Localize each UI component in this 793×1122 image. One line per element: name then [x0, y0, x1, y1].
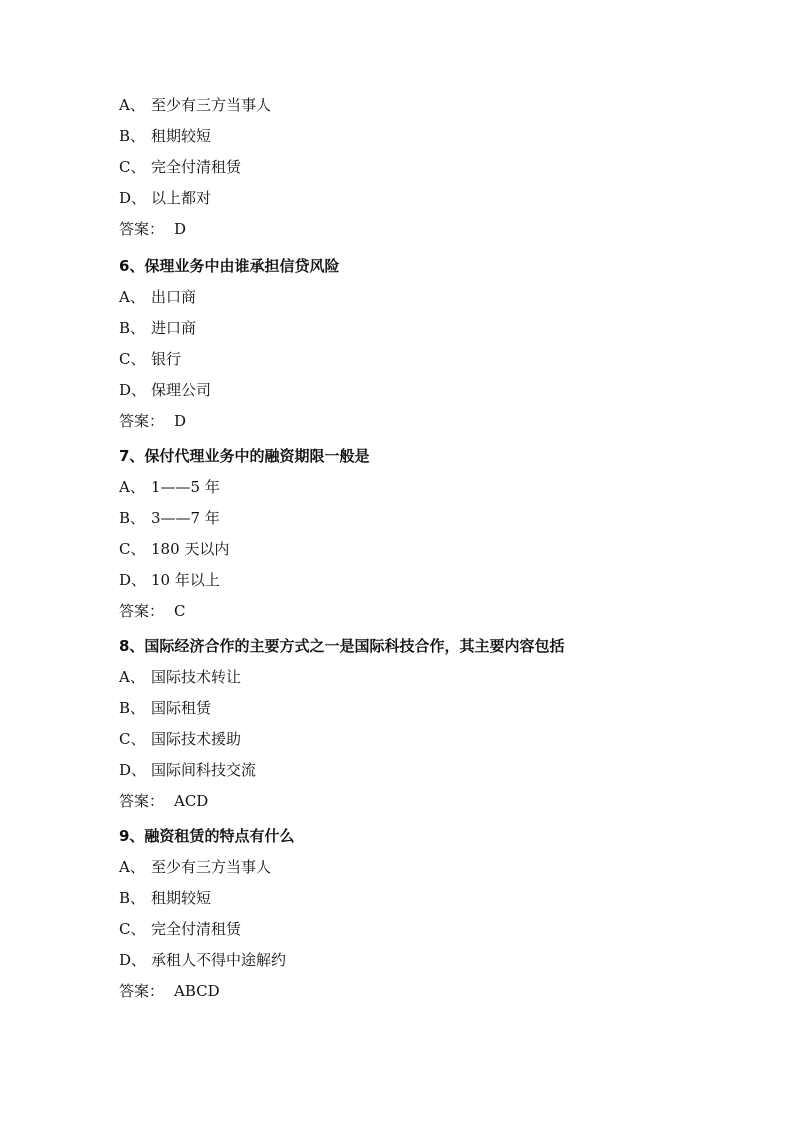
option-text: 国际间科技交流 [151, 761, 257, 779]
option-text: 租期较短 [151, 127, 212, 145]
option-letter: C、 [119, 540, 146, 558]
answer-line [119, 214, 719, 245]
option-text: 3——7 年 [151, 509, 220, 527]
question-6 [119, 251, 719, 437]
option-text: 180 天以内 [151, 540, 230, 558]
answer-label: 答案： [119, 412, 165, 430]
question-9 [119, 821, 719, 1007]
question-title: 6、保理业务中由谁承担信贷风险 [119, 257, 340, 275]
option-text: 1——5 年 [151, 478, 220, 496]
option-letter: B、 [119, 127, 146, 145]
option-c [119, 534, 719, 565]
option-text: 租期较短 [151, 889, 212, 907]
option-b [119, 121, 719, 152]
answer-line [119, 596, 719, 627]
option-a [119, 90, 719, 121]
answer-label: 答案： [119, 602, 165, 620]
option-text: 进口商 [151, 319, 197, 337]
option-d [119, 375, 719, 406]
answer-line [119, 406, 719, 437]
option-text: 完全付清租赁 [151, 158, 242, 176]
question-7 [119, 441, 719, 627]
option-text: 保理公司 [151, 381, 212, 399]
option-letter: A、 [119, 288, 145, 306]
option-letter: B、 [119, 509, 146, 527]
question-title: 9、融资租赁的特点有什么 [119, 827, 295, 845]
option-a [119, 472, 719, 503]
option-text: 国际技术转让 [151, 668, 242, 686]
answer-label: 答案： [119, 982, 165, 1000]
answer-value: D [174, 220, 187, 238]
option-text: 至少有三方当事人 [151, 858, 272, 876]
option-text: 承租人不得中途解约 [151, 951, 287, 969]
option-text: 国际技术援助 [151, 730, 242, 748]
option-text: 以上都对 [151, 189, 212, 207]
option-letter: D、 [119, 951, 147, 969]
option-d [119, 565, 719, 596]
option-letter: C、 [119, 158, 146, 176]
answer-label: 答案： [119, 792, 165, 810]
option-letter: A、 [119, 96, 145, 114]
option-letter: B、 [119, 699, 146, 717]
answer-value: C [174, 602, 186, 620]
option-b [119, 693, 719, 724]
question-5-tail [119, 90, 719, 245]
answer-line [119, 786, 719, 817]
question-title: 7、保付代理业务中的融资期限一般是 [119, 447, 370, 465]
option-b [119, 313, 719, 344]
option-d [119, 755, 719, 786]
question-title: 8、国际经济合作的主要方式之一是国际科技合作，其主要内容包括 [119, 637, 565, 655]
option-d [119, 945, 719, 976]
option-text: 银行 [151, 350, 182, 368]
option-letter: C、 [119, 350, 146, 368]
question-8 [119, 631, 719, 817]
option-letter: A、 [119, 478, 145, 496]
option-a [119, 662, 719, 693]
option-c [119, 724, 719, 755]
option-text: 完全付清租赁 [151, 920, 242, 938]
option-letter: C、 [119, 920, 146, 938]
option-letter: C、 [119, 730, 146, 748]
answer-line [119, 976, 719, 1007]
option-letter: D、 [119, 761, 147, 779]
option-text: 国际租赁 [151, 699, 212, 717]
option-c [119, 914, 719, 945]
option-c [119, 152, 719, 183]
option-a [119, 282, 719, 313]
answer-value: ACD [174, 792, 209, 810]
option-a [119, 852, 719, 883]
option-letter: D、 [119, 571, 147, 589]
option-letter: B、 [119, 319, 146, 337]
option-letter: D、 [119, 381, 147, 399]
answer-value: D [174, 412, 187, 430]
option-text: 出口商 [151, 288, 197, 306]
answer-value: ABCD [174, 982, 220, 1000]
option-letter: D、 [119, 189, 147, 207]
option-letter: B、 [119, 889, 146, 907]
option-b [119, 503, 719, 534]
option-letter: A、 [119, 858, 145, 876]
option-text: 10 年以上 [151, 571, 220, 589]
option-b [119, 883, 719, 914]
option-letter: A、 [119, 668, 145, 686]
option-c [119, 344, 719, 375]
option-d [119, 183, 719, 214]
answer-label: 答案： [119, 220, 165, 238]
option-text: 至少有三方当事人 [151, 96, 272, 114]
